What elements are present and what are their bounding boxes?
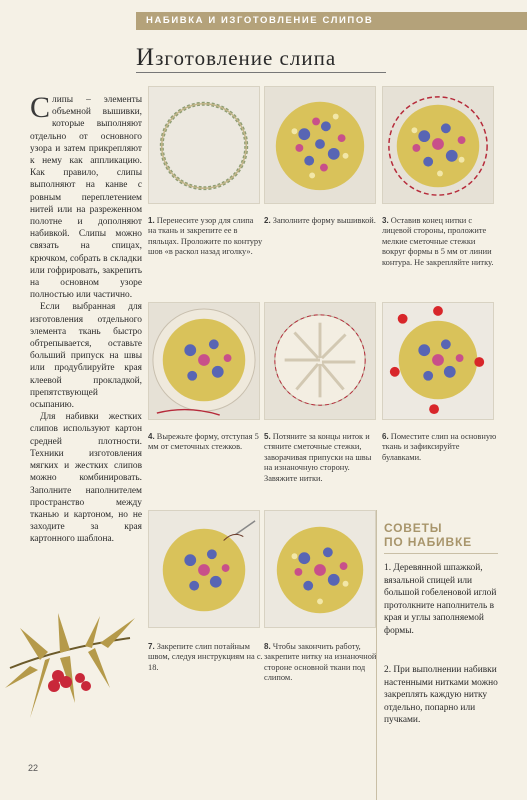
tip-item-2: 2. При выполнении набивки настенными нитками можно закреплять каждую нитку отдельно, попарно или пучками. [384, 665, 498, 726]
finished-slip-image [265, 511, 375, 627]
cut-out-shape-image [149, 303, 259, 419]
tips-title-line-1: СОВЕТЫ [384, 521, 443, 535]
intro-paragraph-3: Для набивки жестких слипов используют картон средней плотности. Техники изготовления мягких и жестких слипов можно комбинировать. Заполните наполнителем пространство между тканью и картоном, но не заходите за края картонного шаблона. [30, 412, 142, 545]
step-4-photo [148, 302, 260, 420]
step-3-caption: 3. Оставив конец нитки с лицевой стороны, проложите мелкие сметочные стежки вокруг формы в 5 мм от линии контура. Не закрепляйте нитку. [382, 216, 494, 267]
intro-paragraph-1-text: липы – элементы объемной вышивки, которые выполняют отдельно от основного узора и затем прикрепляют к нему как аппликацию. Как правило, слипы выполняют на канве с ровным переплетением нитей или на разреженном полотне и дополняют набивкой. Слипы можно связать на спицах, крючком, собрать в складки или гофрировать, закрепить на основном узоре полностью или частично. [30, 95, 142, 301]
intro-paragraph-1 [30, 91, 142, 301]
tip-item-1: 1. Деревянной шпажкой, вязальной спицей или большой гобеленовой иглой протолкните наполнитель в края и углы заполняемой формы. [384, 563, 497, 636]
intro-text [30, 91, 142, 546]
filled-knot-circle-image [265, 87, 375, 203]
step-5-photo [264, 302, 376, 420]
step-7-caption: 7. Закрепите слип потайным швом, следуя инструкциям на с. 18. [148, 642, 263, 672]
step-6-caption: 6. Поместите слип на основную ткань и зафиксируйте булавками. [382, 432, 497, 462]
step-6-photo [382, 302, 494, 420]
step-2-caption: 2. Заполните форму вышивкой. [264, 216, 376, 225]
page-number: 22 [28, 763, 39, 773]
slip-pinned-image [383, 303, 493, 419]
step-8-caption: 8. Чтобы закончить работу, закрепите нитку на изнаночной стороне основной ткани под слипом. [264, 642, 377, 683]
tips-title [384, 521, 494, 549]
drop-cap: С [30, 91, 51, 124]
tips-rule [384, 553, 498, 554]
step-2-photo [264, 86, 376, 204]
step-4-caption: 4. Вырежьте форму, отступая 5 мм от сметочных стежков. [148, 432, 259, 452]
tips-title-line-2: ПО НАБИВКЕ [384, 535, 472, 549]
step-3-photo [382, 86, 494, 204]
embroidery-hoop-outline-image [149, 87, 259, 203]
step-1-caption: 1. Перенесите узор для слипа на ткань и закрепите ее в пяльцах. Проложите по контуру шов «в раскол назад иголку». [148, 216, 263, 257]
knot-circle-with-tacking-image [383, 87, 493, 203]
step-8-photo [264, 510, 376, 628]
title-rule [136, 72, 386, 73]
step-7-photo [148, 510, 260, 628]
step-5-caption: 5. Потяните за концы ниток и стяните сметочные стежки, заворачивая припуски на швы на изнаночную сторону. Завяжите нитки. [264, 432, 372, 483]
gathered-back-image [265, 303, 375, 419]
section-header-text: НАБИВКА И ИЗГОТОВЛЕНИЕ СЛИПОВ [146, 15, 374, 26]
page-title: Изготовление слипа [136, 44, 337, 71]
section-header-band [136, 12, 527, 30]
berry-branch-illustration [0, 608, 140, 758]
step-1-photo [148, 86, 260, 204]
intro-paragraph-2: Если выбранная для изготовления отдельного элемента ткань быстро обтрепывается, оставьте больший припуск на швы или продублируйте края клеевой прокладкой, препятствующей осыпанию. [30, 302, 142, 411]
slip-stitching-image [149, 511, 259, 627]
